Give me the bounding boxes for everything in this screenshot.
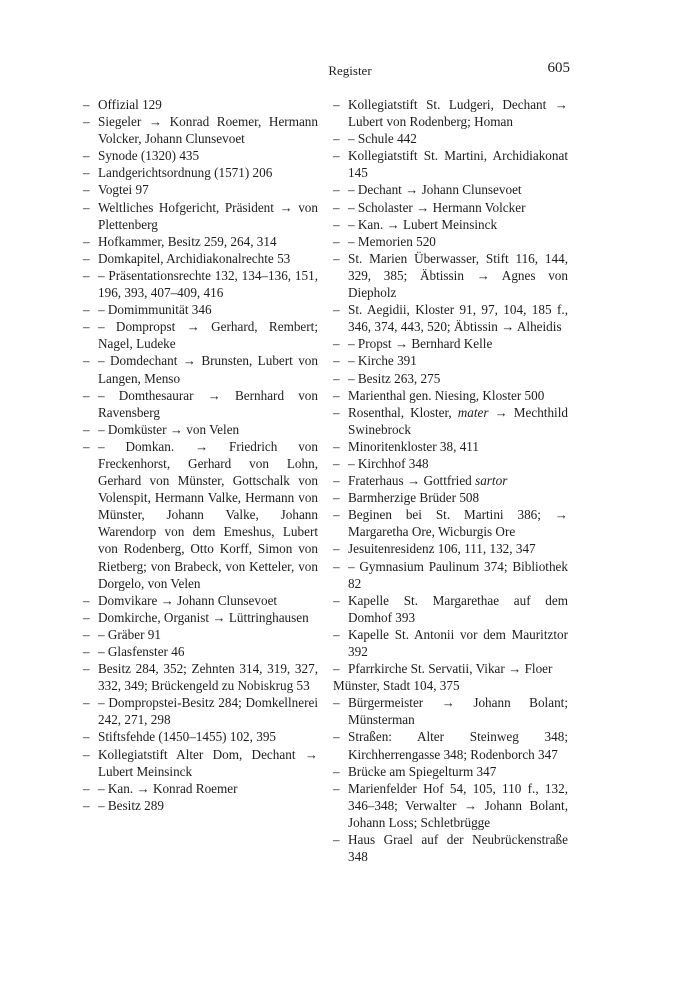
index-entry bbox=[333, 831, 568, 865]
entry-dash: – bbox=[83, 421, 90, 437]
entry-dash: – bbox=[333, 661, 340, 677]
entry-text: Marienthal gen. Niesing, Kloster 500 bbox=[348, 387, 545, 403]
index-entry bbox=[333, 233, 568, 250]
entry-text: Brücke am Spiegelturm 347 bbox=[348, 763, 497, 779]
entry-dash: – bbox=[333, 455, 340, 471]
index-entry bbox=[333, 438, 568, 455]
index-entry bbox=[333, 96, 568, 130]
index-entry bbox=[333, 130, 568, 147]
entry-dash: – bbox=[333, 507, 340, 523]
index-entry bbox=[83, 797, 318, 814]
index-column-left bbox=[83, 96, 318, 814]
index-entry bbox=[333, 660, 568, 677]
entry-text: Rosenthal, Kloster, bbox=[348, 404, 458, 420]
index-entry bbox=[333, 472, 568, 489]
index-entry bbox=[83, 438, 318, 592]
entry-dash: – bbox=[333, 233, 340, 249]
index-entry bbox=[333, 404, 568, 438]
index-entry bbox=[83, 233, 318, 250]
index-entry bbox=[333, 694, 568, 728]
entry-text: – Besitz 263, 275 bbox=[348, 370, 441, 386]
index-entry bbox=[333, 250, 568, 301]
entry-text: – Domdechant → Brunsten, Lubert von Langen, Menso bbox=[98, 353, 318, 386]
entry-dash: – bbox=[83, 387, 90, 403]
index-entry bbox=[333, 592, 568, 626]
entry-text: Kollegiatstift St. Ludgeri, Dechant → Lubert von Rodenberg; Homan bbox=[348, 97, 568, 130]
entry-text: – Glasfenster 46 bbox=[98, 644, 185, 659]
entry-text: St. Aegidii, Kloster 91, 97, 104, 185 f., 346, 374, 443, 520; Äbtissin → Alheidis bbox=[348, 302, 568, 335]
entry-dash: – bbox=[333, 490, 340, 506]
index-entry bbox=[333, 540, 568, 557]
entry-text: Beginen bei St. Martini 386; → Margaretha Ore, Wicburgis Ore bbox=[348, 507, 568, 540]
index-entry bbox=[83, 609, 318, 626]
entry-dash: – bbox=[83, 729, 90, 745]
index-entry bbox=[333, 352, 568, 369]
entry-dash: – bbox=[333, 832, 340, 848]
entry-dash: – bbox=[333, 216, 340, 232]
index-entry bbox=[333, 728, 568, 762]
entry-text: Jesuitenresidenz 106, 111, 132, 347 bbox=[348, 541, 536, 557]
entry-text: Fraterhaus → Gottfried bbox=[348, 473, 476, 489]
entry-dash: – bbox=[83, 661, 90, 677]
index-entry bbox=[83, 387, 318, 421]
index-entry bbox=[333, 506, 568, 540]
index-entry bbox=[333, 216, 568, 233]
entry-text: – Memorien 520 bbox=[348, 233, 436, 249]
index-entry bbox=[83, 147, 318, 164]
entry-dash: – bbox=[83, 114, 90, 130]
entry-text: – Kirchhof 348 bbox=[348, 455, 429, 471]
index-entry bbox=[333, 335, 568, 352]
entry-text: Hofkammer, Besitz 259, 264, 314 bbox=[98, 233, 277, 249]
entry-text: Kollegiatstift St. Martini, Archidiakonat 145 bbox=[348, 148, 568, 181]
entry-dash: – bbox=[83, 250, 90, 266]
entry-dash: – bbox=[333, 97, 340, 112]
entry-dash: – bbox=[333, 695, 340, 711]
entry-text: Synode (1320) 435 bbox=[98, 148, 200, 164]
index-entry bbox=[333, 763, 568, 780]
index-entry bbox=[333, 181, 568, 198]
entry-dash: – bbox=[333, 336, 340, 352]
index-entry bbox=[83, 96, 318, 113]
index-entry bbox=[83, 164, 318, 181]
running-header: Register bbox=[328, 63, 372, 78]
entry-text: Landgerichtsordnung (1571) 206 bbox=[98, 165, 273, 181]
entry-dash: – bbox=[333, 387, 340, 403]
entry-text: – Gräber 91 bbox=[98, 626, 161, 642]
entry-text: – Scholaster → Hermann Volcker bbox=[348, 199, 526, 215]
index-entry bbox=[83, 746, 318, 780]
entry-text: Minoritenkloster 38, 411 bbox=[348, 438, 480, 454]
entry-dash: – bbox=[83, 353, 90, 369]
entry-text: Siegeler → Konrad Roemer, Hermann Volcker, Johann Clunsevoet bbox=[98, 114, 318, 147]
entry-text: – Kan. → Lubert Meinsinck bbox=[348, 216, 498, 232]
index-entry bbox=[333, 626, 568, 660]
entry-text: Domkapitel, Archidiakonalrechte 53 bbox=[98, 250, 291, 266]
entry-dash: – bbox=[333, 541, 340, 557]
entry-text: Kollegiatstift Alter Dom, Dechant → Lubert Meinsinck bbox=[98, 746, 318, 779]
entry-dash: – bbox=[83, 644, 90, 659]
entry-dash: – bbox=[83, 609, 90, 625]
entry-text: – Domthesaurar → Bernhard von Ravensberg bbox=[98, 387, 318, 420]
entry-text: – Kirche 391 bbox=[348, 353, 417, 369]
entry-text: Straßen: Alter Steinweg 348; Kirchherrengasse 348; Rodenborch 347 bbox=[348, 729, 568, 762]
entry-text: St. Marien Überwasser, Stift 116, 144, 329, 385; Äbtissin → Agnes von Diepholz bbox=[348, 250, 568, 301]
index-entry bbox=[333, 387, 568, 404]
entry-dash: – bbox=[333, 592, 340, 608]
entry-dash: – bbox=[333, 729, 340, 745]
entry-text: Domkirche, Organist → Lüttringhausen bbox=[98, 609, 309, 625]
entry-text: – Dompropstei-Besitz 284; Domkellnerei 242, 271, 298 bbox=[98, 695, 318, 728]
index-column-right bbox=[333, 96, 568, 865]
entry-dash: – bbox=[83, 746, 90, 762]
index-entry bbox=[83, 694, 318, 728]
entry-dash: – bbox=[83, 233, 90, 249]
entry-dash: – bbox=[83, 165, 90, 181]
entry-dash: – bbox=[333, 438, 340, 454]
entry-text: Marienfelder Hof 54, 105, 110 f., 132, 346–348; Verwalter → Johann Bolant, Johann Loss; Schletbrügge bbox=[348, 780, 568, 830]
entry-dash: – bbox=[83, 780, 90, 796]
entry-text: Haus Grael auf der Neubrückenstraße 348 bbox=[348, 832, 568, 865]
index-entry bbox=[333, 558, 568, 592]
index-entry bbox=[333, 489, 568, 506]
entry-text: Barmherzige Brüder 508 bbox=[348, 490, 480, 506]
entry-dash: – bbox=[83, 182, 90, 198]
entry-dash: – bbox=[83, 592, 90, 608]
entry-dash: – bbox=[333, 302, 340, 318]
entry-text-tail: → Mechthild Swinebrock bbox=[348, 404, 568, 437]
entry-dash: – bbox=[83, 199, 90, 215]
entry-dash: – bbox=[333, 148, 340, 164]
index-entry bbox=[333, 677, 568, 694]
entry-text: – Gymnasium Paulinum 374; Bibliothek 82 bbox=[348, 558, 568, 591]
index-entry bbox=[333, 455, 568, 472]
entry-dash: – bbox=[333, 763, 340, 779]
entry-text: Bürgermeister → Johann Bolant; Münsterman bbox=[348, 695, 568, 728]
entry-dash: – bbox=[83, 797, 90, 813]
entry-text: Pfarrkirche St. Servatii, Vikar → Floer bbox=[348, 661, 553, 677]
entry-text: – Domimmunität 346 bbox=[98, 302, 212, 318]
entry-italic-term: sartor bbox=[475, 473, 508, 489]
entry-text: – Dechant → Johann Clunsevoet bbox=[348, 182, 522, 198]
index-entry bbox=[83, 199, 318, 233]
entry-dash: – bbox=[333, 626, 340, 642]
index-entry bbox=[333, 147, 568, 181]
index-entry bbox=[83, 660, 318, 694]
entry-text: – Domkan. → Friedrich von Freckenhorst, Gerhard von Lohn, Gerhard von Münster, Gottschalk von Volenspit, Hermann Valke, Hermann von Münster, Johann Valke, Johann Warendorp von dem Emeshus, Lubert von Rodenberg, Otto Korff, Simon von Rietberg; von Brabeck, von Ketteler, von Dorgelo, von Velen bbox=[98, 438, 318, 591]
entry-text: Offizial 129 bbox=[98, 97, 162, 112]
index-entry bbox=[83, 181, 318, 198]
entry-text: – Kan. → Konrad Roemer bbox=[98, 780, 238, 796]
entry-text: Kapelle St. Antonii vor dem Mauritztor 392 bbox=[348, 626, 568, 659]
entry-dash: – bbox=[333, 250, 340, 266]
entry-dash: – bbox=[333, 131, 340, 147]
page-number: 605 bbox=[547, 60, 570, 76]
index-entry bbox=[333, 301, 568, 335]
index-entry bbox=[83, 728, 318, 745]
entry-text: – Dompropst → Gerhard, Rembert; Nagel, Ludeke bbox=[98, 319, 318, 352]
index-entry bbox=[333, 370, 568, 387]
entry-text: Kapelle St. Margarethae auf dem Domhof 393 bbox=[348, 592, 568, 625]
entry-text: – Propst → Bernhard Kelle bbox=[348, 336, 493, 352]
entry-italic-term: mater bbox=[457, 404, 489, 420]
entry-dash: – bbox=[333, 473, 340, 489]
index-entry bbox=[83, 643, 318, 660]
index-entry bbox=[83, 592, 318, 609]
entry-dash: – bbox=[333, 558, 340, 574]
index-entry bbox=[83, 421, 318, 438]
index-entry bbox=[83, 780, 318, 797]
index-entry bbox=[83, 267, 318, 301]
index-entry bbox=[83, 352, 318, 386]
entry-dash: – bbox=[333, 780, 340, 796]
index-entry bbox=[83, 250, 318, 267]
entry-dash: – bbox=[83, 626, 90, 642]
entry-dash: – bbox=[83, 302, 90, 318]
index-entry bbox=[83, 626, 318, 643]
index-entry bbox=[83, 113, 318, 147]
index-entry bbox=[333, 780, 568, 831]
entry-text: Vogtei 97 bbox=[98, 182, 149, 198]
entry-dash: – bbox=[333, 370, 340, 386]
index-entry bbox=[333, 199, 568, 216]
entry-text: Stiftsfehde (1450–1455) 102, 395 bbox=[98, 729, 277, 745]
entry-dash: – bbox=[83, 267, 90, 283]
entry-text: – Besitz 289 bbox=[98, 797, 164, 813]
entry-dash: – bbox=[83, 148, 90, 164]
entry-dash: – bbox=[83, 695, 90, 711]
index-entry bbox=[83, 301, 318, 318]
index-entry bbox=[83, 318, 318, 352]
entry-dash: – bbox=[83, 319, 90, 335]
entry-text: – Präsentationsrechte 132, 134–136, 151, 196, 393, 407–409, 416 bbox=[98, 267, 318, 301]
entry-dash: – bbox=[333, 199, 340, 215]
entry-text: Besitz 284, 352; Zehnten 314, 319, 327, 332, 349; Brückengeld zu Nobiskrug 53 bbox=[98, 661, 318, 694]
entry-dash: – bbox=[333, 353, 340, 369]
entry-dash: – bbox=[83, 97, 90, 112]
entry-text: – Schule 442 bbox=[348, 131, 417, 147]
entry-dash: – bbox=[83, 438, 90, 454]
entry-text: Weltliches Hofgericht, Präsident → von Plettenberg bbox=[98, 199, 318, 232]
entry-dash: – bbox=[333, 182, 340, 198]
entry-text: Domvikare → Johann Clunsevoet bbox=[98, 592, 278, 608]
entry-dash: – bbox=[333, 404, 340, 420]
entry-text: – Domküster → von Velen bbox=[98, 421, 240, 437]
entry-text: Münster, Stadt 104, 375 bbox=[333, 678, 460, 694]
